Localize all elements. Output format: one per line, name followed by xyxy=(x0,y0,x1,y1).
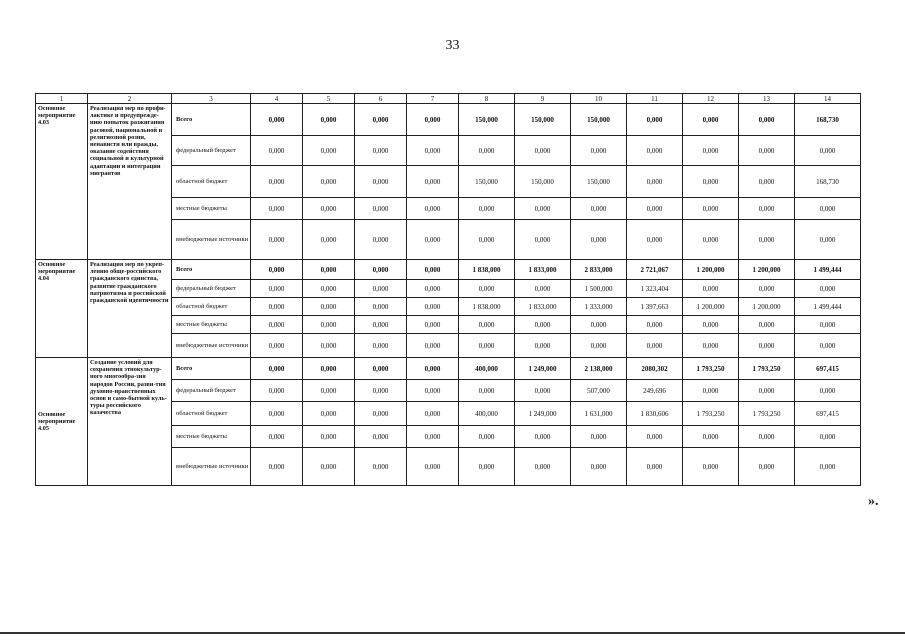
amount-cell: 0,000 xyxy=(355,448,407,486)
amount-cell: 0,000 xyxy=(459,198,515,220)
amount-cell: 2 721,067 xyxy=(627,260,683,280)
amount-cell: 0,000 xyxy=(355,260,407,280)
amount-cell: 0,000 xyxy=(303,136,355,166)
header-cell: 8 xyxy=(459,94,515,104)
amount-cell: 150,000 xyxy=(459,166,515,198)
amount-cell: 0,000 xyxy=(627,426,683,448)
amount-cell: 0,000 xyxy=(683,104,739,136)
amount-cell: 0,000 xyxy=(515,220,571,260)
amount-cell: 150,000 xyxy=(571,104,627,136)
amount-cell: 0,000 xyxy=(303,334,355,358)
amount-cell: 0,000 xyxy=(739,166,795,198)
amount-cell: 0,000 xyxy=(571,448,627,486)
amount-cell: 0,000 xyxy=(739,198,795,220)
header-cell: 12 xyxy=(683,94,739,104)
amount-cell: 0,000 xyxy=(355,298,407,316)
amount-cell: 0,000 xyxy=(683,198,739,220)
amount-cell: 0,000 xyxy=(355,426,407,448)
amount-cell: 0,000 xyxy=(627,104,683,136)
amount-cell: 0,000 xyxy=(795,280,861,298)
amount-cell: 0,000 xyxy=(251,426,303,448)
amount-cell: 1 830,606 xyxy=(627,402,683,426)
bottom-scan-edge xyxy=(0,632,905,634)
page-number: 33 xyxy=(445,38,460,53)
header-cell: 11 xyxy=(627,94,683,104)
amount-cell: 0,000 xyxy=(355,136,407,166)
amount-cell: 0,000 xyxy=(303,280,355,298)
amount-cell: 0,000 xyxy=(683,280,739,298)
amount-cell: 0,000 xyxy=(683,448,739,486)
amount-cell: 0,000 xyxy=(303,448,355,486)
amount-cell: 0,000 xyxy=(515,334,571,358)
amount-cell: 0,000 xyxy=(683,380,739,402)
amount-cell: 0,000 xyxy=(303,260,355,280)
amount-cell: 150,000 xyxy=(459,104,515,136)
amount-cell: 0,000 xyxy=(795,380,861,402)
funding-table xyxy=(35,93,861,486)
activity-name-cell: Реализация мер по укреп-лению обще-российского гражданского единства, развитие гражданского патриотизма и российской гражданской идентичности xyxy=(88,260,172,358)
amount-cell: 0,000 xyxy=(407,426,459,448)
table-row xyxy=(36,358,861,380)
amount-cell: 1 499,444 xyxy=(795,298,861,316)
amount-cell: 0,000 xyxy=(355,316,407,334)
amount-cell: 2080,302 xyxy=(627,358,683,380)
amount-cell: 0,000 xyxy=(407,198,459,220)
amount-cell: 0,000 xyxy=(683,166,739,198)
amount-cell: 0,000 xyxy=(683,334,739,358)
funding-source-cell: федеральный бюджет xyxy=(172,280,251,298)
amount-cell: 1 793,250 xyxy=(739,358,795,380)
amount-cell: 0,000 xyxy=(251,104,303,136)
amount-cell: 1 200,000 xyxy=(739,298,795,316)
amount-cell: 0,000 xyxy=(407,260,459,280)
amount-cell: 0,000 xyxy=(251,448,303,486)
amount-cell: 0,000 xyxy=(459,316,515,334)
amount-cell: 0,000 xyxy=(739,448,795,486)
amount-cell: 400,000 xyxy=(459,358,515,380)
header-cell: 6 xyxy=(355,94,407,104)
amount-cell: 0,000 xyxy=(303,358,355,380)
amount-cell: 0,000 xyxy=(407,448,459,486)
amount-cell: 0,000 xyxy=(739,380,795,402)
funding-source-cell: областной бюджет xyxy=(172,298,251,316)
amount-cell: 697,415 xyxy=(795,358,861,380)
amount-cell: 0,000 xyxy=(407,166,459,198)
amount-cell: 1 499,444 xyxy=(795,260,861,280)
funding-source-cell: Всего xyxy=(172,358,251,380)
amount-cell: 249,696 xyxy=(627,380,683,402)
amount-cell: 1 793,250 xyxy=(683,358,739,380)
amount-cell: 168,730 xyxy=(795,104,861,136)
amount-cell: 0,000 xyxy=(407,298,459,316)
funding-source-cell: Всего xyxy=(172,104,251,136)
amount-cell: 507,000 xyxy=(571,380,627,402)
amount-cell: 0,000 xyxy=(303,166,355,198)
amount-cell: 0,000 xyxy=(627,198,683,220)
amount-cell: 0,000 xyxy=(251,220,303,260)
amount-cell: 0,000 xyxy=(303,298,355,316)
amount-cell: 0,000 xyxy=(627,334,683,358)
amount-cell: 0,000 xyxy=(739,136,795,166)
amount-cell: 0,000 xyxy=(303,316,355,334)
header-cell: 5 xyxy=(303,94,355,104)
amount-cell: 0,000 xyxy=(515,448,571,486)
amount-cell: 0,000 xyxy=(251,198,303,220)
amount-cell: 0,000 xyxy=(515,426,571,448)
funding-source-cell: внебюджетные источники xyxy=(172,334,251,358)
funding-source-cell: Всего xyxy=(172,260,251,280)
amount-cell: 0,000 xyxy=(571,426,627,448)
amount-cell: 0,000 xyxy=(407,380,459,402)
amount-cell: 1 838,000 xyxy=(459,298,515,316)
amount-cell: 0,000 xyxy=(795,448,861,486)
amount-cell: 1 793,250 xyxy=(739,402,795,426)
amount-cell: 0,000 xyxy=(515,198,571,220)
amount-cell: 0,000 xyxy=(355,166,407,198)
amount-cell: 0,000 xyxy=(627,448,683,486)
amount-cell: 0,000 xyxy=(795,316,861,334)
amount-cell: 168,730 xyxy=(795,166,861,198)
amount-cell: 0,000 xyxy=(571,198,627,220)
amount-cell: 0,000 xyxy=(251,358,303,380)
amount-cell: 0,000 xyxy=(355,198,407,220)
amount-cell: 0,000 xyxy=(303,402,355,426)
funding-source-cell: федеральный бюджет xyxy=(172,380,251,402)
amount-cell: 1 500,000 xyxy=(571,280,627,298)
funding-source-cell: федеральный бюджет xyxy=(172,136,251,166)
amount-cell: 0,000 xyxy=(407,316,459,334)
funding-source-cell: местные бюджеты xyxy=(172,316,251,334)
amount-cell: 0,000 xyxy=(795,198,861,220)
amount-cell: 0,000 xyxy=(627,316,683,334)
activity-code-cell: Основное мероприятие 4.05 xyxy=(36,358,88,486)
amount-cell: 0,000 xyxy=(571,220,627,260)
amount-cell: 0,000 xyxy=(407,402,459,426)
amount-cell: 1 323,404 xyxy=(627,280,683,298)
amount-cell: 1 200,000 xyxy=(739,260,795,280)
amount-cell: 0,000 xyxy=(627,136,683,166)
amount-cell: 150,000 xyxy=(515,166,571,198)
amount-cell: 0,000 xyxy=(459,426,515,448)
amount-cell: 0,000 xyxy=(683,316,739,334)
amount-cell: 0,000 xyxy=(739,220,795,260)
activity-code-cell: Основное мероприятие 4.03 xyxy=(36,104,88,260)
amount-cell: 0,000 xyxy=(571,334,627,358)
closing-quote: ». xyxy=(868,494,879,509)
header-cell: 9 xyxy=(515,94,571,104)
amount-cell: 0,000 xyxy=(251,380,303,402)
amount-cell: 0,000 xyxy=(251,402,303,426)
amount-cell: 1 833,000 xyxy=(515,260,571,280)
amount-cell: 0,000 xyxy=(251,298,303,316)
amount-cell: 0,000 xyxy=(739,280,795,298)
header-cell: 14 xyxy=(795,94,861,104)
amount-cell: 0,000 xyxy=(303,198,355,220)
amount-cell: 150,000 xyxy=(571,166,627,198)
amount-cell: 1 631,000 xyxy=(571,402,627,426)
amount-cell: 1 249,000 xyxy=(515,358,571,380)
header-cell: 13 xyxy=(739,94,795,104)
amount-cell: 0,000 xyxy=(515,136,571,166)
amount-cell: 1 200,000 xyxy=(683,298,739,316)
amount-cell: 0,000 xyxy=(251,316,303,334)
funding-source-cell: внебюджетные источники xyxy=(172,220,251,260)
amount-cell: 0,000 xyxy=(459,334,515,358)
header-cell: 4 xyxy=(251,94,303,104)
amount-cell: 0,000 xyxy=(407,334,459,358)
amount-cell: 0,000 xyxy=(795,426,861,448)
amount-cell: 0,000 xyxy=(355,402,407,426)
activity-name-cell: Создание условий для сохранения этнокультур-ного многообра-зия народов России, разви-тия духовно-нравственных основ и само-бытной куль-туры российского казачества xyxy=(88,358,172,486)
amount-cell: 0,000 xyxy=(251,136,303,166)
activity-name-cell: Реализация мер по профи-лактике и предупрежде-нию попыток разжигания расовой, национальной и религиозной розни, ненависти или вражды, оказание содействия социальной и культурной адаптации и интеграции мигрантов xyxy=(88,104,172,260)
amount-cell: 1 397,663 xyxy=(627,298,683,316)
amount-cell: 400,000 xyxy=(459,402,515,426)
amount-cell: 0,000 xyxy=(627,166,683,198)
amount-cell: 0,000 xyxy=(571,136,627,166)
amount-cell: 0,000 xyxy=(459,220,515,260)
amount-cell: 0,000 xyxy=(355,280,407,298)
amount-cell: 2 833,000 xyxy=(571,260,627,280)
amount-cell: 0,000 xyxy=(459,280,515,298)
amount-cell: 1 200,000 xyxy=(683,260,739,280)
amount-cell: 0,000 xyxy=(355,358,407,380)
amount-cell: 0,000 xyxy=(571,316,627,334)
amount-cell: 0,000 xyxy=(795,220,861,260)
header-cell: 10 xyxy=(571,94,627,104)
funding-source-cell: местные бюджеты xyxy=(172,198,251,220)
amount-cell: 0,000 xyxy=(355,104,407,136)
amount-cell: 0,000 xyxy=(515,380,571,402)
column-number-header xyxy=(36,94,861,104)
amount-cell: 0,000 xyxy=(407,220,459,260)
funding-source-cell: внебюджетные источники xyxy=(172,448,251,486)
header-cell: 2 xyxy=(88,94,172,104)
amount-cell: 0,000 xyxy=(739,426,795,448)
amount-cell: 0,000 xyxy=(407,358,459,380)
amount-cell: 0,000 xyxy=(251,280,303,298)
amount-cell: 150,000 xyxy=(515,104,571,136)
funding-source-cell: областной бюджет xyxy=(172,166,251,198)
amount-cell: 0,000 xyxy=(739,316,795,334)
activity-code-cell: Основное мероприятие 4.04 xyxy=(36,260,88,358)
header-cell: 1 xyxy=(36,94,88,104)
amount-cell: 0,000 xyxy=(407,104,459,136)
amount-cell: 0,000 xyxy=(303,426,355,448)
header-cell: 3 xyxy=(172,94,251,104)
funding-source-cell: местные бюджеты xyxy=(172,426,251,448)
amount-cell: 0,000 xyxy=(459,448,515,486)
amount-cell: 0,000 xyxy=(795,334,861,358)
amount-cell: 0,000 xyxy=(795,136,861,166)
amount-cell: 0,000 xyxy=(355,220,407,260)
amount-cell: 1 249,000 xyxy=(515,402,571,426)
amount-cell: 1 838,000 xyxy=(459,260,515,280)
table-row xyxy=(36,104,861,136)
amount-cell: 0,000 xyxy=(407,136,459,166)
amount-cell: 0,000 xyxy=(303,104,355,136)
amount-cell: 0,000 xyxy=(515,316,571,334)
amount-cell: 1 793,250 xyxy=(683,402,739,426)
amount-cell: 2 138,000 xyxy=(571,358,627,380)
funding-source-cell: областной бюджет xyxy=(172,402,251,426)
amount-cell: 0,000 xyxy=(459,136,515,166)
amount-cell: 0,000 xyxy=(355,334,407,358)
amount-cell: 0,000 xyxy=(251,334,303,358)
amount-cell: 0,000 xyxy=(683,136,739,166)
amount-cell: 0,000 xyxy=(251,260,303,280)
amount-cell: 1 333,000 xyxy=(571,298,627,316)
amount-cell: 0,000 xyxy=(303,220,355,260)
table-row xyxy=(36,260,861,280)
amount-cell: 0,000 xyxy=(303,380,355,402)
amount-cell: 0,000 xyxy=(515,280,571,298)
amount-cell: 1 833,000 xyxy=(515,298,571,316)
amount-cell: 0,000 xyxy=(251,166,303,198)
header-cell: 7 xyxy=(407,94,459,104)
amount-cell: 0,000 xyxy=(627,220,683,260)
funding-table-wrapper xyxy=(35,93,860,486)
amount-cell: 697,415 xyxy=(795,402,861,426)
amount-cell: 0,000 xyxy=(407,280,459,298)
amount-cell: 0,000 xyxy=(683,220,739,260)
amount-cell: 0,000 xyxy=(739,334,795,358)
amount-cell: 0,000 xyxy=(355,380,407,402)
amount-cell: 0,000 xyxy=(459,380,515,402)
amount-cell: 0,000 xyxy=(739,104,795,136)
amount-cell: 0,000 xyxy=(683,426,739,448)
